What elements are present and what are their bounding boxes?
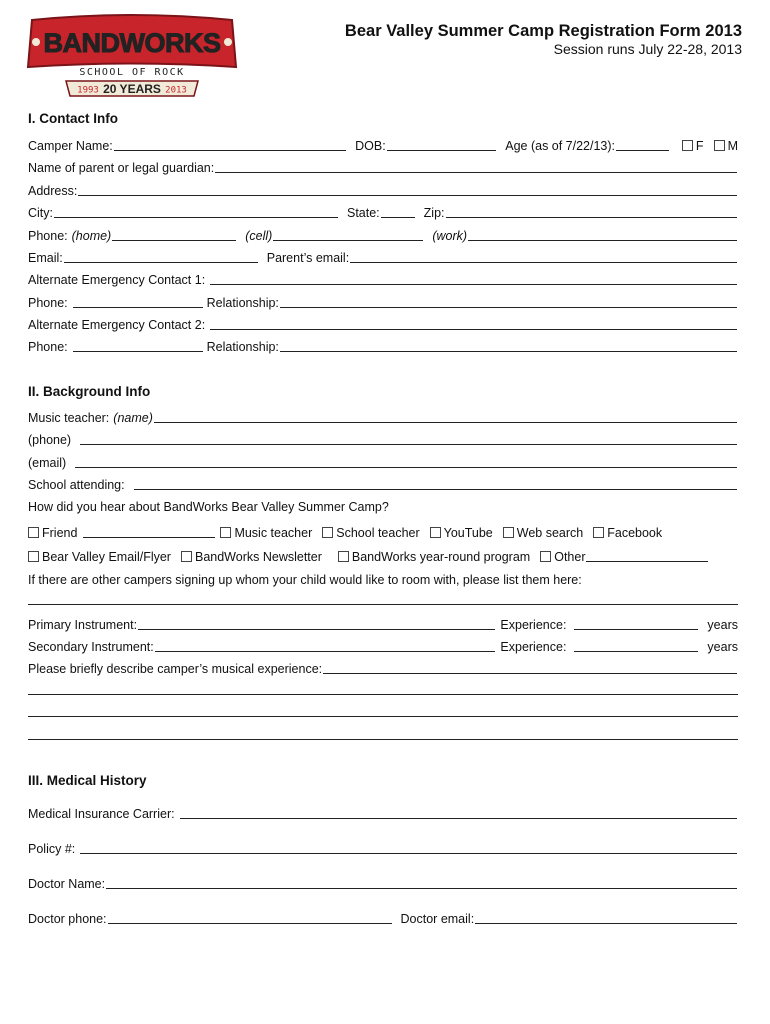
alt2-relationship-field[interactable] <box>280 339 737 352</box>
carrier-field[interactable] <box>180 806 737 819</box>
home-label: (home) <box>71 229 112 243</box>
secondary-instrument-row <box>28 636 738 654</box>
carrier-row <box>28 803 738 821</box>
school-teacher-checkbox[interactable] <box>322 527 333 538</box>
guardian-field[interactable] <box>215 160 737 173</box>
alt1-phone-field[interactable] <box>73 295 203 308</box>
alt-contact-1-label: Alternate Emergency Contact 1: <box>28 273 206 287</box>
email-field[interactable] <box>64 250 258 263</box>
address-label: Address: <box>28 184 78 198</box>
city-row <box>28 202 738 220</box>
newsletter-option: BandWorks Newsletter <box>194 550 322 564</box>
web-search-option: Web search <box>516 526 584 540</box>
alt2-phone-row <box>28 336 738 354</box>
friend-checkbox[interactable] <box>28 527 39 538</box>
teacher-name-field[interactable] <box>154 410 737 423</box>
school-field[interactable] <box>134 477 737 490</box>
describe-field-1[interactable] <box>323 661 737 674</box>
music-teacher-label: Music teacher: <box>28 411 110 425</box>
describe-field-4[interactable] <box>28 727 738 740</box>
doctor-name-label: Doctor Name: <box>28 877 106 891</box>
teacher-phone-field[interactable] <box>80 432 737 445</box>
city-field[interactable] <box>54 205 338 218</box>
describe-field-3[interactable] <box>28 704 738 717</box>
primary-experience-field[interactable] <box>574 617 698 630</box>
policy-label: Policy #: <box>28 842 76 856</box>
parent-email-label: Parent’s email: <box>266 251 350 265</box>
doctor-phone-label: Doctor phone: <box>28 912 107 926</box>
alt2-relationship-label: Relationship: <box>206 340 279 354</box>
zip-field[interactable] <box>446 205 737 218</box>
school-teacher-option: School teacher <box>336 526 420 540</box>
alt-contact-2-field[interactable] <box>210 317 737 330</box>
logo-brand: BANDWORKS <box>43 28 221 58</box>
alt1-relationship-label: Relationship: <box>206 296 279 310</box>
teacher-email-row <box>28 452 738 470</box>
youtube-checkbox[interactable] <box>430 527 441 538</box>
camper-name-field[interactable] <box>114 138 346 151</box>
male-checkbox[interactable] <box>714 140 725 151</box>
school-label: School attending: <box>28 478 125 492</box>
female-checkbox[interactable] <box>682 140 693 151</box>
email-label: Email: <box>28 251 63 265</box>
hear-question: How did you hear about BandWorks Bear Valley Summer Camp? <box>28 500 389 514</box>
primary-instrument-label: Primary Instrument: <box>28 618 138 632</box>
cell-label: (cell) <box>245 229 273 243</box>
roommates-field[interactable] <box>28 592 738 605</box>
flyer-option: Bear Valley Email/Flyer <box>42 550 171 564</box>
phone-row <box>28 225 738 243</box>
facebook-checkbox[interactable] <box>593 527 604 538</box>
contact-heading: I. Contact Info <box>28 111 118 126</box>
primary-instrument-field[interactable] <box>138 617 495 630</box>
email-row <box>28 247 738 265</box>
home-phone-field[interactable] <box>112 228 236 241</box>
doctor-phone-field[interactable] <box>108 911 392 924</box>
teacher-phone-label: (phone) <box>28 433 72 447</box>
teacher-email-field[interactable] <box>75 455 737 468</box>
female-label: F <box>695 139 704 153</box>
doctor-phone-row <box>28 908 738 926</box>
alt2-phone-label: Phone: <box>28 340 68 354</box>
roommates-row <box>28 569 738 587</box>
secondary-instrument-label: Secondary Instrument: <box>28 640 154 654</box>
policy-row <box>28 838 738 856</box>
alt1-relationship-field[interactable] <box>280 295 737 308</box>
describe-field-2[interactable] <box>28 682 738 695</box>
other-field[interactable] <box>586 549 708 562</box>
hear-options-row-1 <box>28 522 738 540</box>
zip-label: Zip: <box>423 206 445 220</box>
secondary-experience-label: Experience: <box>500 640 567 654</box>
other-option: Other <box>554 550 586 564</box>
alt1-row <box>28 269 738 287</box>
work-phone-field[interactable] <box>468 228 737 241</box>
logo-end-year: 2013 <box>165 85 187 96</box>
secondary-instrument-field[interactable] <box>155 639 496 652</box>
form-title: Bear Valley Summer Camp Registration Form 2013 <box>344 22 742 40</box>
music-teacher-option: Music teacher <box>234 526 313 540</box>
alt-contact-2-label: Alternate Emergency Contact 2: <box>28 318 206 332</box>
secondary-experience-field[interactable] <box>574 639 698 652</box>
doctor-name-field[interactable] <box>106 876 737 889</box>
primary-instrument-row <box>28 614 738 632</box>
facebook-option: Facebook <box>607 526 663 540</box>
secondary-years-label: years <box>707 640 738 654</box>
form-subtitle: Session runs July 22-28, 2013 <box>553 41 742 57</box>
state-label: State: <box>347 206 380 220</box>
describe-row <box>28 658 738 676</box>
carrier-label: Medical Insurance Carrier: <box>28 807 175 821</box>
newsletter-checkbox[interactable] <box>181 551 192 562</box>
city-label: City: <box>28 206 53 220</box>
other-checkbox[interactable] <box>540 551 551 562</box>
logo-start-year: 1993 <box>77 85 99 96</box>
guardian-label: Name of parent or legal guardian: <box>28 161 215 175</box>
school-row <box>28 474 738 492</box>
flyer-checkbox[interactable] <box>28 551 39 562</box>
phone-label: Phone: <box>28 229 68 243</box>
camper-row <box>28 135 738 153</box>
roommates-label: If there are other campers signing up whom your child would like to room with, please list them here: <box>28 573 582 587</box>
logo-years: 20 YEARS <box>103 82 161 96</box>
state-field[interactable] <box>381 205 415 218</box>
background-heading: II. Background Info <box>28 384 151 399</box>
primary-years-label: years <box>707 618 738 632</box>
youtube-option: YouTube <box>443 526 493 540</box>
friend-label: Friend <box>42 526 78 540</box>
address-row <box>28 180 738 198</box>
address-field[interactable] <box>78 183 737 196</box>
alt2-row <box>28 314 738 332</box>
year-round-option: BandWorks year-round program <box>351 550 531 564</box>
logo-tagline: SCHOOL OF ROCK <box>79 67 185 78</box>
describe-label: Please briefly describe camper’s musical experience: <box>28 662 323 676</box>
alt2-phone-field[interactable] <box>73 339 203 352</box>
dob-field[interactable] <box>387 138 497 151</box>
alt-contact-1-field[interactable] <box>210 272 737 285</box>
dob-label: DOB: <box>355 139 386 153</box>
teacher-email-label: (email) <box>28 456 67 470</box>
policy-field[interactable] <box>80 841 737 854</box>
music-teacher-checkbox[interactable] <box>220 527 231 538</box>
hear-options-row-2 <box>28 546 738 564</box>
age-field[interactable] <box>616 138 669 151</box>
hear-question-row <box>28 496 738 514</box>
camper-name-label: Camper Name: <box>28 139 113 153</box>
age-label: Age (as of 7/22/13): <box>505 139 616 153</box>
friend-name-field[interactable] <box>83 525 215 538</box>
guardian-row <box>28 157 738 175</box>
work-label: (work) <box>432 229 468 243</box>
music-teacher-row <box>28 407 738 425</box>
teacher-phone-row <box>28 429 738 447</box>
doctor-email-field[interactable] <box>475 911 737 924</box>
web-search-checkbox[interactable] <box>503 527 514 538</box>
parent-email-field[interactable] <box>350 250 737 263</box>
alt1-phone-row <box>28 292 738 310</box>
year-round-checkbox[interactable] <box>338 551 349 562</box>
male-label: M <box>727 139 738 153</box>
primary-experience-label: Experience: <box>500 618 567 632</box>
bandworks-logo <box>22 12 242 102</box>
medical-heading: III. Medical History <box>28 773 147 788</box>
alt1-phone-label: Phone: <box>28 296 68 310</box>
teacher-name-label: (name) <box>113 411 153 425</box>
doctor-email-label: Doctor email: <box>400 912 475 926</box>
doctor-name-row <box>28 873 738 891</box>
cell-phone-field[interactable] <box>273 228 423 241</box>
